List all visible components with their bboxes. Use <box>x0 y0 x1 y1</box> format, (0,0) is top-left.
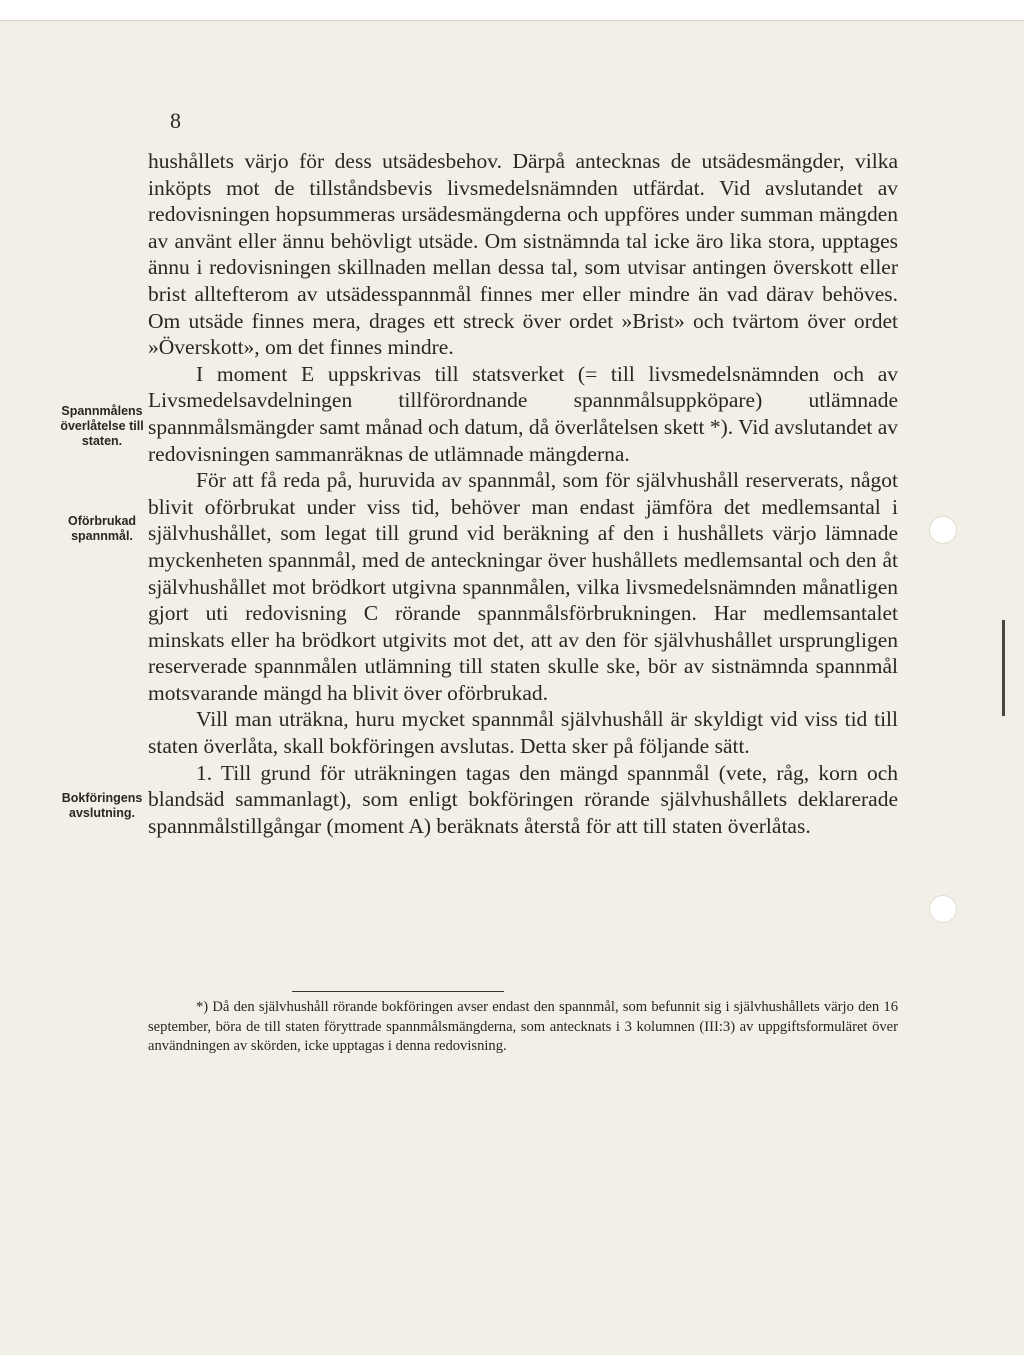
scan-top-edge <box>0 0 1024 21</box>
paragraph-5: 1. Till grund för uträkningen tagas den mängd spannmål (vete, råg, korn och blandsäd sammanlagt), som enligt bokföringen rörande självhushållets deklarerade spannmålstillgångar (moment A) beräknats återstå för att till staten överlåtas. <box>148 760 898 838</box>
punch-hole-bottom <box>930 896 956 922</box>
footnote: *) Då den självhushåll rörande bokföringen avser endast den spannmål, som befunnit sig i självhushållets värjo den 16 september, böra de till staten föryttrade spannmålsmängderna, som antecknats i 3 kolumnen (III:3) av uppgiftsformuläret över användningen av skörden, icke upptagas i denna redovisning. <box>148 999 898 1054</box>
margin-note-closing: Bokföringens avslutning. <box>61 791 143 820</box>
paragraph-4: Vill man uträkna, huru mycket spannmål självhushåll är skyldigt vid viss tid till staten överlåta, skall bokföringen avslutas. Detta sker på följande sätt. <box>148 707 898 759</box>
margin-note-transfer: Spannmålens överlåtelse till staten. <box>60 404 144 448</box>
page-number: 8 <box>170 108 181 133</box>
paragraph-3: För att få reda på, huruvida av spannmål, som för självhushåll reserverats, något blivit oförbrukat under viss tid, behöver man endast jämföra det medlemsantal i självhushållet, som legat till grund vid beräkning af den i hushållets värjo lämnade myckenheten spannmål, med de anteckningar över hushållets medlemsantal och den åt självhushållet mot brödkort utgivna spannmålen, vilka livsmedelsnämnden månatligen gjort uti redovisning C rörande spannmålsförbrukningen. Har medlemsantalet minskats eller ha brödkort utgivits mot det, att av den för självhushållet ursprungligen reserverade spannmålen utlämning till staten skulle ske, bör av sistnämnda spannmål motsvarande mängd ha blivit över oförbrukad. <box>148 468 898 705</box>
punch-hole-top <box>930 517 956 543</box>
paragraph-2: I moment E uppskrivas till statsverket (= till livsmedelsnämnden och av Livsmedelsavdelningen tillförordnande spannmålsuppköpare) utlämnade spannmålsmängder samt månad och datum, då överlåtelsen skett *). Vid avslutandet av redovisningen sammanräknas de utlämnade mängderna. <box>148 361 899 466</box>
footnote-rule <box>292 991 504 992</box>
binding-mark-upper <box>1002 620 1005 676</box>
margin-note-unused-grain: Oförbrukad spannmål. <box>67 514 137 543</box>
paragraph-1: hushållets värjo för dess utsädesbehov. Därpå antecknas de utsädesmängder, vilka inköpts mot de tillståndsbevis livsmedelsnämnden utfärdat. Vid avslutandet av redovisningen hopsummeras ursädesmängderna och uppföres under summan mängden av använt eller ännu behövligt utsäde. Om sistnämnda tal icke äro lika stora, upptages ännu i redovisningen skillnaden mellan dessa tal, som utvisar antingen överskott eller brist alltefterom av utsädesspannmål finnes mer eller mindre än vad därav behöves. Om utsäde finnes mera, drages ett streck över ordet »Brist» och tvärtom över ordet »Överskott», om det finnes mindre. <box>148 149 898 360</box>
binding-mark-lower <box>1002 672 1005 716</box>
body-text <box>148 148 898 839</box>
